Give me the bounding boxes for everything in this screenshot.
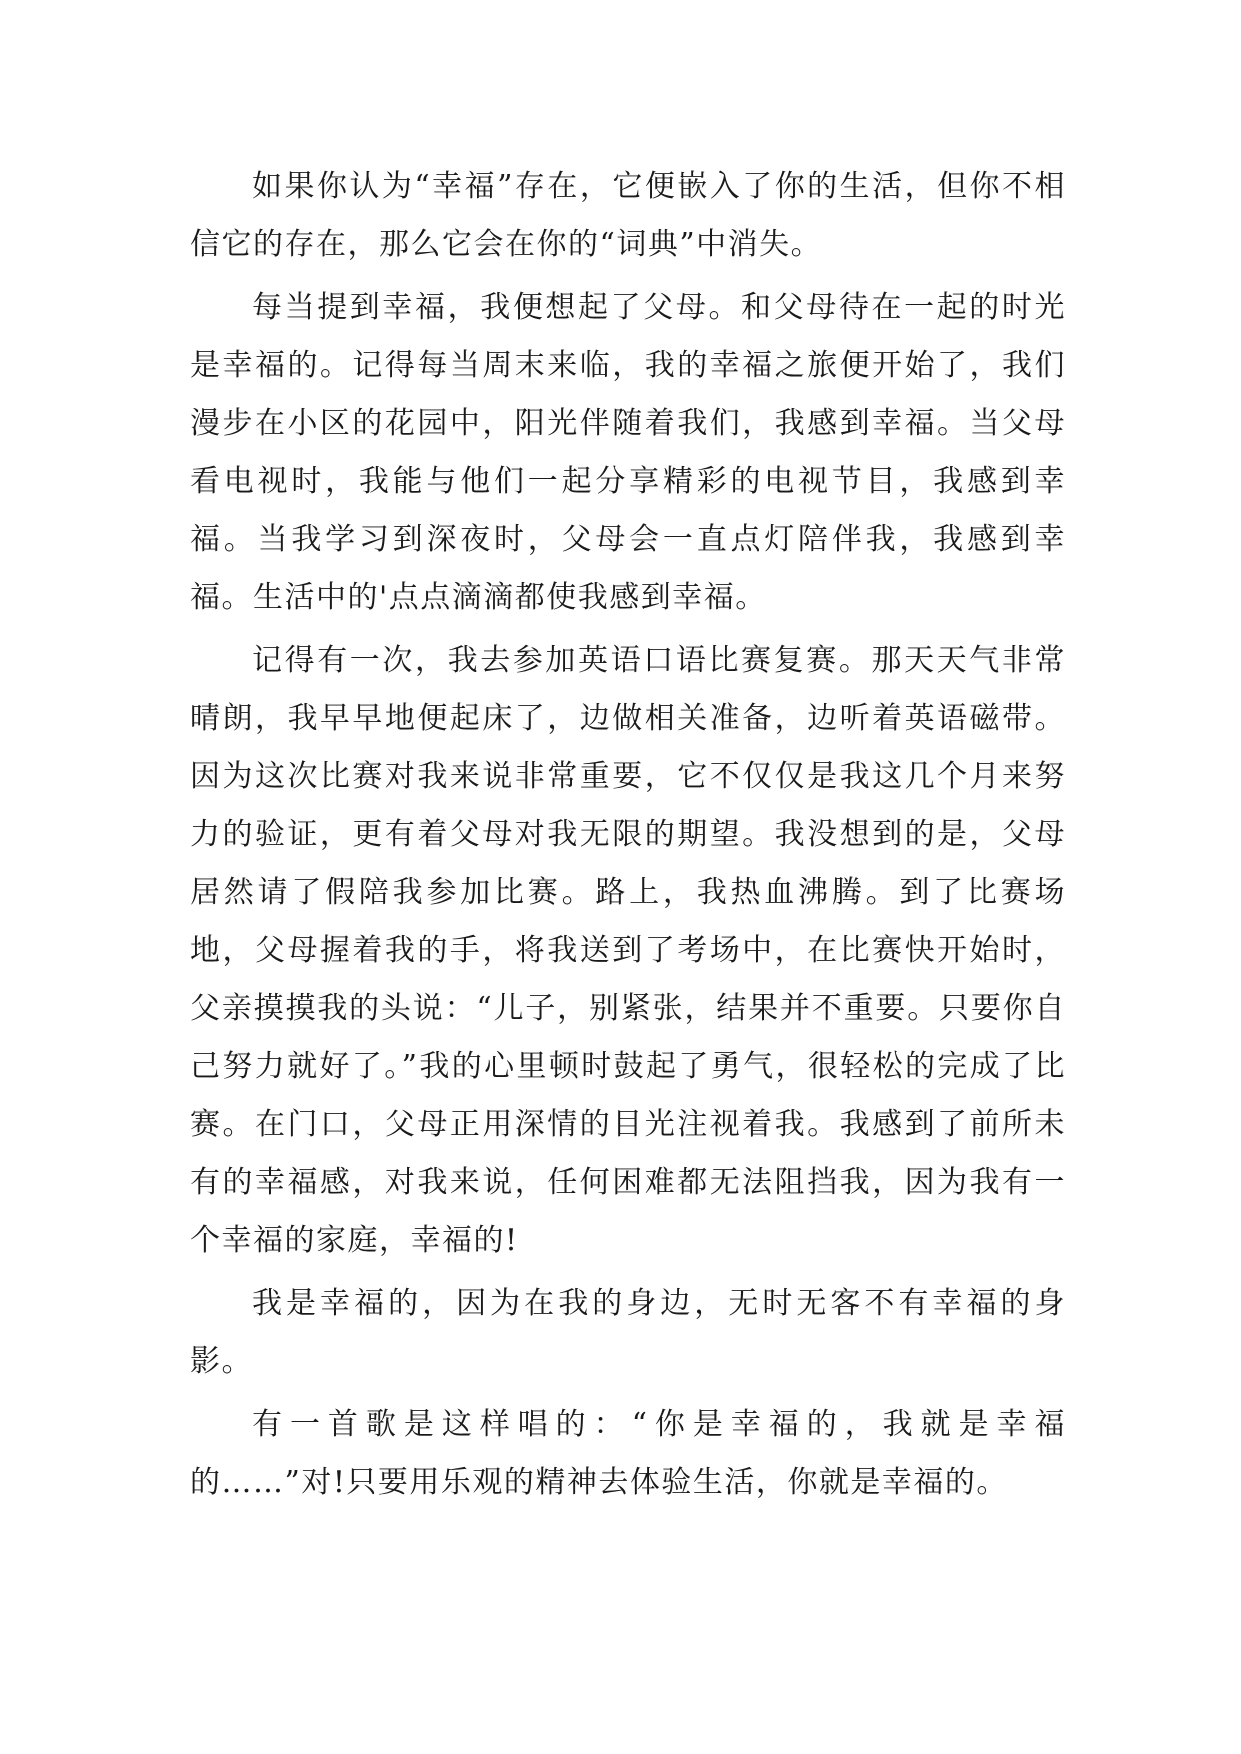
paragraph-1: 如果你认为“幸福”存在，它便嵌入了你的生活，但你不相信它的存在，那么它会在你的“词典”中消失。 bbox=[190, 169, 1066, 262]
paragraph-2: 每当提到幸福，我便想起了父母。和父母待在一起的时光是幸福的。记得每当周末来临，我的幸福之旅便开始了，我们漫步在小区的花园中，阳光伴随着我们，我感到幸福。当父母看电视时，我能与他们一起分享精彩的电视节目，我感到幸福。当我学习到深夜时，父母会一直点灯陪伴我，我感到幸福。生活中的'点点滴滴都使我感到幸福。 bbox=[190, 290, 1066, 615]
paragraph-3: 记得有一次，我去参加英语口语比赛复赛。那天天气非常晴朗，我早早地便起床了，边做相关准备，边听着英语磁带。因为这次比赛对我来说非常重要，它不仅仅是我这几个月来努力的验证，更有着父母对我无限的期望。我没想到的是，父母居然请了假陪我参加比赛。路上，我热血沸腾。到了比赛场地，父母握着我的手，将我送到了考场中，在比赛快开始时，父亲摸摸我的头说：“儿子，别紧张，结果并不重要。只要你自己努力就好了。”我的心里顿时鼓起了勇气，很轻松的完成了比赛。在门口，父母正用深情的目光注视着我。我感到了前所未有的幸福感，对我来说，任何困难都无法阻挡我，因为我有一个幸福的家庭，幸福的! bbox=[190, 643, 1066, 1258]
paragraph-4: 我是幸福的，因为在我的身边，无时无客不有幸福的身影。 bbox=[190, 1286, 1066, 1379]
essay-body bbox=[190, 158, 1066, 1517]
paragraph-5: 有一首歌是这样唱的：“你是幸福的，我就是幸福的……”对!只要用乐观的精神去体验生活，你就是幸福的。 bbox=[190, 1407, 1066, 1500]
